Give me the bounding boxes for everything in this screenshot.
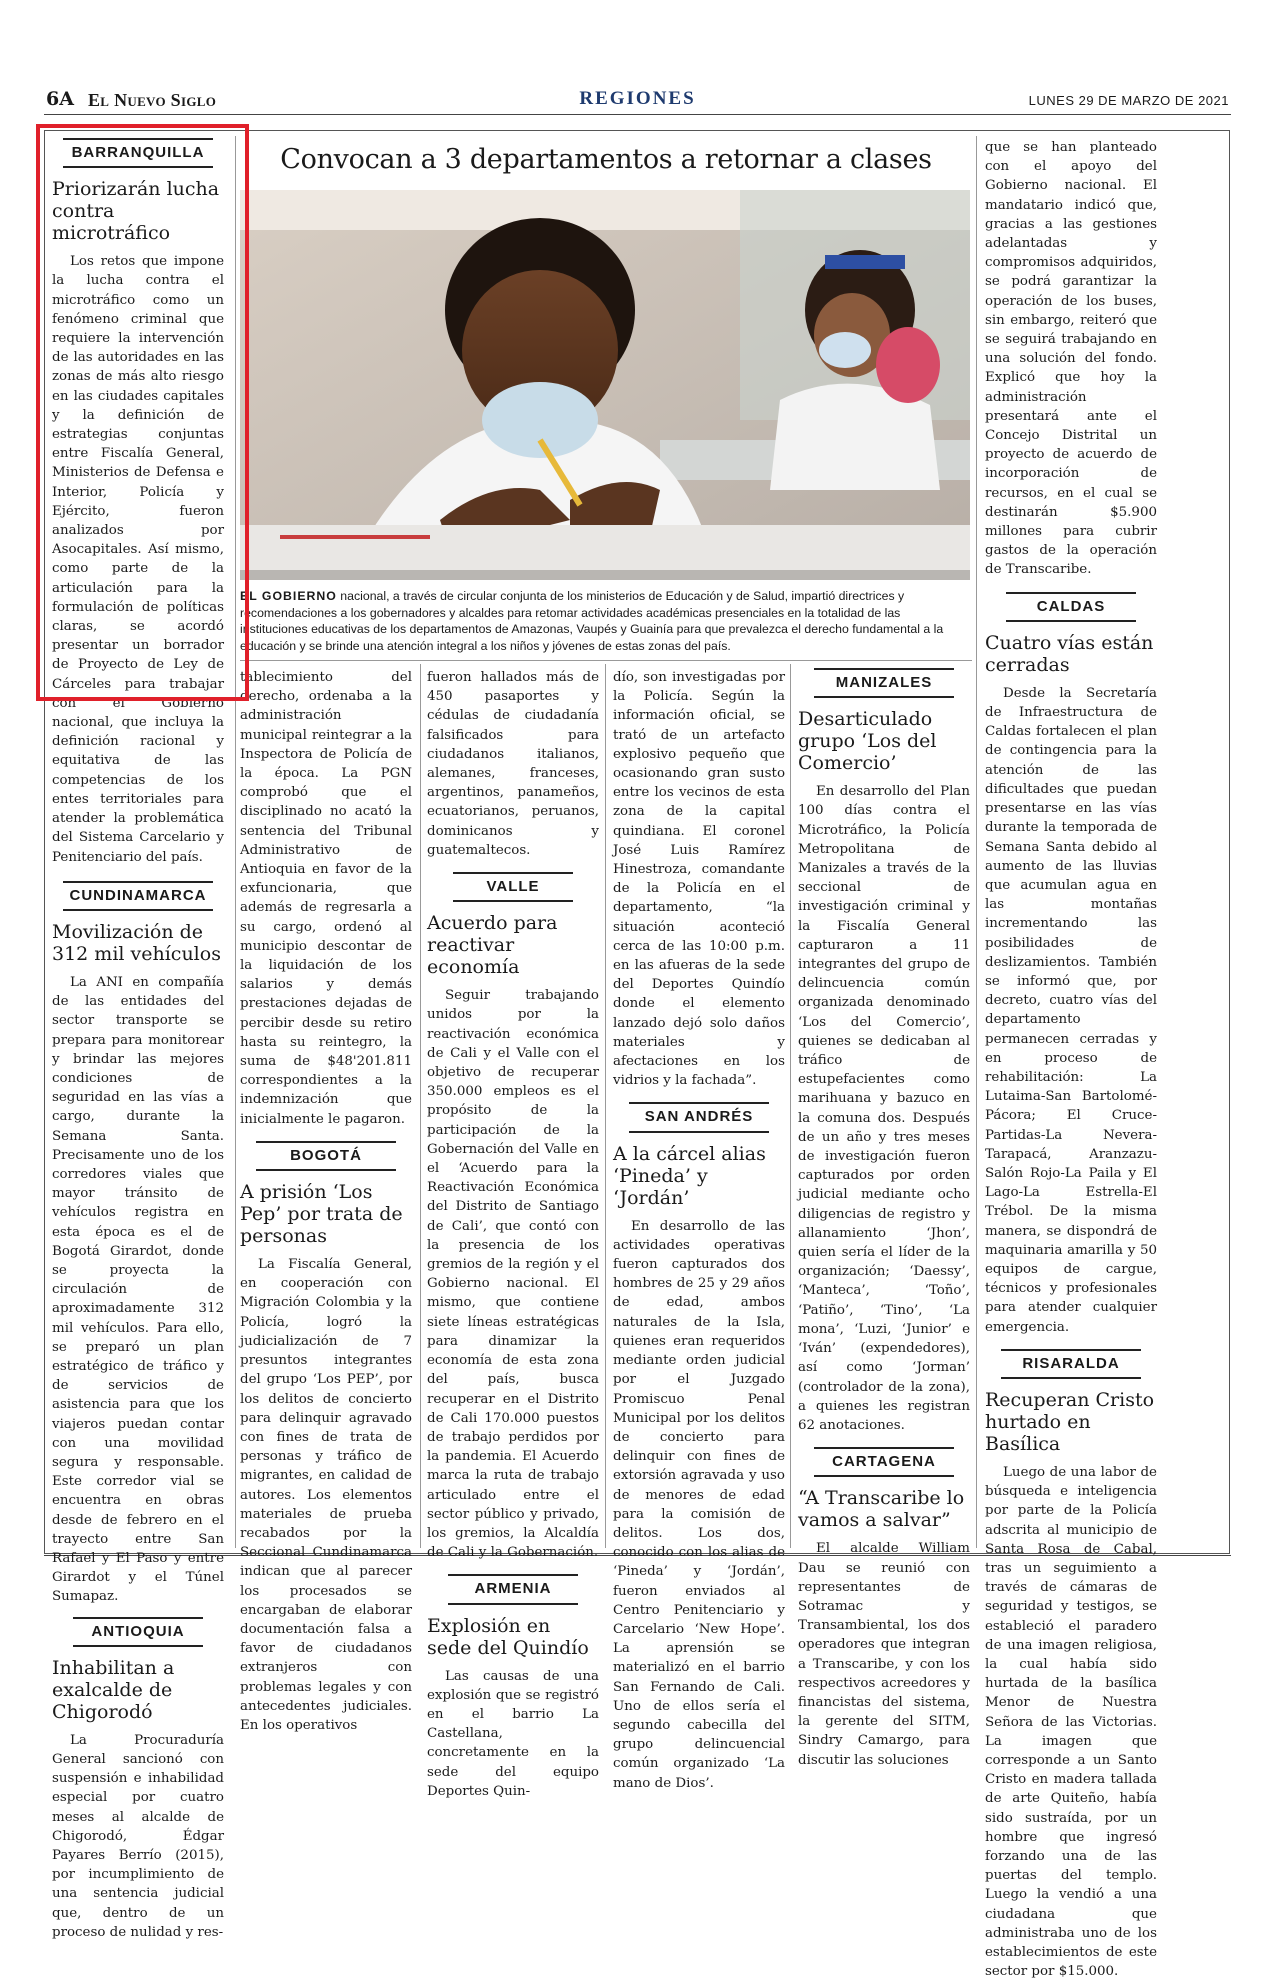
classroom-photo: [240, 190, 970, 580]
caption-text: nacional, a través de circular conjunta de los ministerios de Educación y de Salud, impartió directrices y recomendaciones a los gobernadores y alcaldes para retomar actividades académicas presenciales en la totalidad de las instituciones educativas de los departamentos de Amazonas, Vaupés y Guainía para que prevalezca el derecho fundamental a la educación y se brinde una atención integral a los niños y jóvenes de estas zonas del país.: [240, 589, 944, 653]
column-divider: [976, 136, 977, 1548]
column-divider: [420, 664, 421, 1548]
article-title: A prisión ‘Los Pep’ por trata de personas: [240, 1181, 403, 1248]
section-tag: ANTIOQUIA: [73, 1617, 203, 1647]
column-2: [240, 668, 412, 1733]
section-name: REGIONES: [579, 88, 696, 109]
section-tag: CALDAS: [1006, 592, 1136, 622]
article-title: Priorizarán lucha contra microtráfico: [52, 178, 220, 245]
page-number: 6A: [46, 88, 74, 110]
article-body: Luego de una labor de búsqueda e inteligencia por parte de la Policía adscrita al municipio de Santa Rosa de Cabal, tras un seguimiento a través de cámaras de seguridad y testigos, se estableció el paradero de una imagen religiosa, la cual había sido hurtada de la basílica Menor de Nuestra Señora de las Victorias. La imagen que corresponde a un Santo Cristo en madera tallada de arte Quiteño, había sido sustraída, por un hombre que ingresó forzando una de las puertas del templo. Luego la vendió a una ciudadana que administraba uno de los establecimientos de este sector por $15.000.: [985, 1464, 1157, 1980]
article-continuation: tablecimiento del derecho, ordenaba a la administración municipal reintegrar a la Inspectora de Policía de la época. La PGN comprobó que el disciplinado no acató la sentencia del Tribunal Administrativo de Antioquia en favor de la exfuncionaria, que además de regresarla a su cargo, ordenó al municipio descontar de la liquidación de los salarios y demás prestaciones dejadas de percibir desde su retiro hasta su reintegro, la suma de $48'201.811 correspondientes a la indemnización que inicialmente le pagaron.: [240, 670, 412, 1127]
article-title: Recuperan Cristo hurtado en Basílica: [985, 1388, 1155, 1455]
section-tag: CUNDINAMARCA: [63, 881, 213, 911]
newspaper-name: El Nuevo Siglo: [88, 90, 217, 110]
section-tag: RISARALDA: [1001, 1349, 1141, 1379]
article-title: Cuatro vías están cerradas: [985, 631, 1154, 676]
header-rule: [44, 114, 1231, 115]
article-continuation: dío, son investigadas por la Policía. Según la información oficial, se trató de un artefacto explosivo pequeño que ocasionando gran susto entre los vecinos de esta zona de la capital quindiana. El coronel José Luis Ramírez Hinestroza, comandante de la Policía en el departamento, “la situación aconteció cerca de las 10:00 p.m. en las afueras de la sede del Deportes Quindío donde el elemento lanzado dejó solo daños materiales y afectaciones en los vidrios y la fachada”.: [613, 670, 785, 1089]
article-title: Explosión en sede del Quindío: [427, 1614, 589, 1659]
column-5: [798, 668, 970, 1768]
article-body: Seguir trabajando unidos por la reactivación económica de Cali y el Valle con el objetivo de recuperar 350.000 empleos es el propósito de la participación de la Gobernación del Valle en el ‘Acuerdo para la Reactivación Económica del Distrito de Santiago de Cali’, que contó con la presencia de los gremios de la región y el Gobierno nacional. El mismo, que contiene siete líneas estratégicas para dinamizar la economía de esta zona del país, busca recuperar en el Distrito de Cali 170.000 puestos de trabajo perdidos por la pandemia. El Acuerdo marca la ruta de trabajo articulado entre el sector público y privado, los gremios, la Alcaldía de Cali y la Gobernación.: [427, 988, 599, 1561]
article-title: Desarticulado grupo ‘Los del Comercio’: [798, 708, 937, 775]
column-divider: [790, 664, 791, 1548]
article-body: En desarrollo del Plan 100 días contra el Microtráfico, la Policía Metropolitana de Manizales a través de la seccional de investigación criminal y la Fiscalía General capturaron a 11 integrantes del grupo de delincuencia común organizada denominado ‘Los del Comercio’, quienes se dedicaban al tráfico de estupefacientes como marihuana y bazuco en la comuna dos. Después de un año y tres meses de investigación fueron capturados por orden judicial mediante ocho diligencias de registro y allanamiento ‘Jhon’, quien sería el líder de la organización; ‘Daessy’, ‘Manteca’, ‘Toño’, ‘Patiño’, ‘Tino’, ‘La mona’, ‘Luzi, ‘Junior’ e ‘Iván’ (expendedores), así como ‘Jorman’ (controlador de la zona), a quienes les registran 62 anotaciones.: [798, 784, 970, 1433]
column-6: [985, 138, 1157, 1980]
column-divider: [605, 664, 606, 1548]
caption-lead: EL GOBIERNO: [240, 589, 337, 603]
article-body: Las causas de una explosión que se registró en el barrio La Castellana, concretamente en la sede del equipo Deportes Quin-: [427, 1668, 599, 1799]
article-title: Movilización de 312 mil vehículos: [52, 920, 221, 965]
article-body: La Procuraduría General sancionó con suspensión e inhabilidad especial por cuatro meses al alcalde de Chigorodó, Édgar Payares Berrío (2015), por incumplimiento de una sentencia judicial que, dentro de un proceso de nulidad y res-: [52, 1732, 224, 1940]
article-title: A la cárcel alias ‘Pineda’ y ‘Jordán’: [613, 1142, 766, 1209]
column-3: [427, 668, 599, 1799]
article-body: La Fiscalía General, en cooperación con Migración Colombia y la Policía, logró la judicialización de 7 presuntos integrantes del grupo ‘Los PEP’, por los delitos de concierto para delinquir agravado con fines de trata de personas y tráfico de migrantes, en calidad de autores. Los elementos materiales de prueba recabados por la Seccional Cundinamarca indican que al parecer los procesados se encargaban de elaborar documentación falsa a favor de ciudadanos extranjeros con problemas legales y con antecedentes judiciales. En los operativos: [240, 1257, 412, 1733]
section-tag: MANIZALES: [814, 668, 954, 698]
article-continuation: fueron hallados más de 450 pasaportes y cédulas de ciudadanía falsificados para ciudadanos italianos, alemanes, franceses, argentinos, panameños, ecuatorianos, peruanos, dominicanos y guatemaltecos.: [427, 670, 599, 858]
column-4: [613, 668, 785, 1791]
article-title: Acuerdo para reactivar economía: [427, 912, 558, 979]
article-body: En desarrollo de las actividades operativas fueron capturados dos hombres de 25 y 29 años de edad, ambos naturales de la Isla, quienes eran requeridos mediante orden judicial por el Juzgado Promiscuo Penal Municipal por los delitos de concierto para delinquir con fines de extorsión agravada y uso de menores de edad para la comisión de delitos. Los dos, conocido con los alias de ‘Pineda’ y ‘Jordán’, fueron enviados al Centro Penitenciario y Carcelario ‘New Hope’. La aprensión se materializó en el barrio San Fernando de Cali. Uno de ellos sería el segundo cabecilla del grupo delincuencial común organizado ‘La mano de Dios’.: [613, 1218, 785, 1791]
section-tag: VALLE: [453, 872, 573, 902]
section-tag: SAN ANDRÉS: [629, 1102, 769, 1132]
photo-rule: [240, 660, 972, 661]
article-body: La ANI en compañía de las entidades del sector transporte se prepara para monitorear y brindar las mejores condiciones de seguridad en las vías a cargo, durante la Semana Santa. Precisamente uno de los corredores viales que mayor tránsito de vehículos registra en esta época es el de Bogotá Girardot, donde se proyecta la circulación de aproximadamente 312 mil vehículos. Para ello, se preparó un plan estratégico de tráfico y de servicios de asistencia para que los viajeros puedan contar con una movilidad segura y responsable. Este corredor vial se encuentra en obras desde de febrero en el trayecto entre San Rafael y El Paso y entre Girardot y el Túnel Sumapaz.: [52, 974, 224, 1605]
article-title: Inhabilitan a exalcalde de Chigorodó: [52, 1656, 175, 1723]
article-body: Desde la Secretaría de Infraestructura de Caldas fortalecen el plan de contingencia para la atención de las dificultades que puedan presentarse en las vías durante la temporada de Semana Santa debido al aumento de las lluvias que acumulan agua en las montañas incrementando las posibilidades de deslizamientos. También se informó que, por decreto, cuatro vías del departamento permanecen cerradas y en proceso de rehabilitación: La Lutaima-San Bartolomé-Pácora; El Cruce-Partidas-La Nevera-Tarapacá, Aranzazu-Salón Rojo-La Paila y El Lago-La Estrella-El Trébol. De la misma manera, se dispondrá de maquinaria amarilla y 50 equipos de cargue, técnicos y profesionales para atender cualquier emergencia.: [985, 685, 1157, 1335]
section-tag: ARMENIA: [448, 1574, 578, 1604]
section-tag: CARTAGENA: [814, 1447, 954, 1477]
article-title: “A Transcaribe lo vamos a salvar”: [798, 1487, 965, 1532]
article-body: Los retos que impone la lucha contra el microtráfico como un fenómeno criminal que requiere la intervención de las autoridades en las zonas de más alto riesgo en las ciudades capitales y la definición de estrategias conjuntas entre Fiscalía General, Ministerios de Defensa e Interior, Policía y Ejército, fueron analizados por Asocapitales. Así mismo, como parte de la articulación para la formulación de políticas claras, se acordó presentar un borrador de Proyecto de Ley de Cárceles para trabajar con el Gobierno nacional, que incluya la definición racional y equitativa de las competencias de los entes territoriales para atender la problemática del Sistema Carcelario y Penitenciario del país.: [52, 254, 224, 865]
main-headline: Convocan a 3 departamentos a retornar a clases: [280, 144, 932, 175]
highlight-box: [36, 124, 249, 701]
issue-date: LUNES 29 DE MARZO DE 2021: [1028, 93, 1229, 108]
photo-caption: [240, 588, 968, 654]
section-tag: BOGOTÁ: [256, 1141, 396, 1171]
section-tag: BARRANQUILLA: [63, 138, 213, 168]
article-body: El alcalde William Dau se reunió con representantes de Sotramac y Transambiental, los dos operadores que integran a Transcaribe, y con los respectivos acreedores y financistas del sistema, la gerente del SITM, Sindry Camargo, para discutir las soluciones: [798, 1541, 970, 1768]
article-continuation: que se han planteado con el apoyo del Gobierno nacional. El mandatario indicó que, gracias a las gestiones adelantadas y compromisos adquiridos, se podrá garantizar la operación de los buses, sin embargo, reiteró que se seguirá trabajando en una solución del fondo. Explicó que hoy la administración presentará ante el Concejo Distrital un proyecto de acuerdo de incorporación de recursos, en el cual se destinarán $5.900 millones para cubrir gastos de la operación de Transcaribe.: [985, 140, 1157, 578]
